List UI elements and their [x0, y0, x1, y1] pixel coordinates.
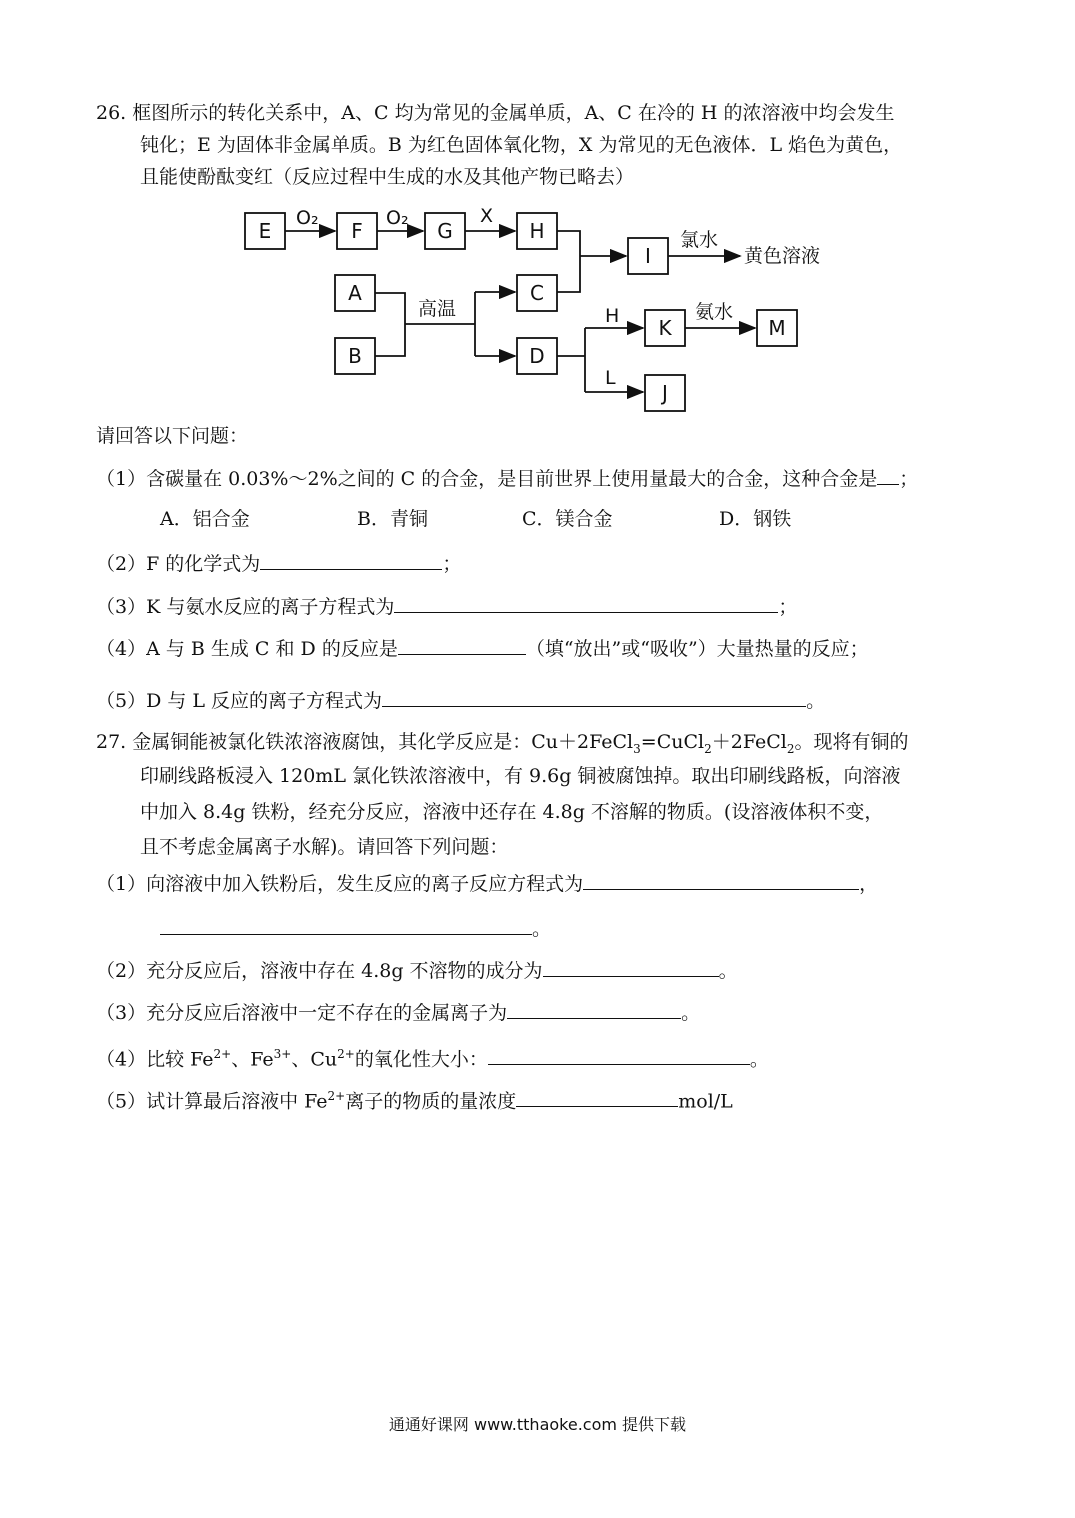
q27-part3-end: 。 [681, 1002, 701, 1024]
q27-part1-end: 。 [532, 918, 552, 940]
label-i: I [645, 244, 651, 268]
q27-part1-text: （1）向溶液中加入铁粉后，发生反应的离子反应方程式为 [96, 873, 584, 895]
q27-part3 [96, 998, 700, 1026]
q27-part4c: 、Cu [291, 1048, 338, 1071]
q26-part5-text: （5）D 与 L 反应的离子方程式为 [96, 690, 383, 712]
label-j: J [662, 381, 668, 405]
q27-part4-end: 。 [749, 1048, 769, 1071]
sup-fe2b: 2+ [327, 1089, 346, 1103]
q26-part3 [96, 592, 797, 620]
sup-cu2: 2+ [337, 1047, 355, 1061]
q26-part1-end: ； [899, 468, 919, 490]
q27-part1-blank-a[interactable] [583, 869, 859, 890]
q27-part5a: （5）试计算最后溶液中 Fe [96, 1090, 328, 1113]
q26-part1 [96, 464, 918, 492]
edge-l: L [605, 367, 616, 389]
q26-part1-blank[interactable] [877, 464, 899, 485]
edge-high-temp: 高温 [418, 298, 457, 320]
q26-part2-blank[interactable] [260, 549, 442, 570]
sub-2: 2 [704, 741, 712, 756]
q26-stem-line1: 框图所示的转化关系中，A、C 均为常见的金属单质，A、C 在冷的 H 的浓溶液中均会发生 [132, 102, 895, 124]
q26-part3-text: （3）K 与氨水反应的离子方程式为 [96, 596, 395, 618]
q26-part5-blank[interactable] [382, 686, 806, 707]
q27-stem-line1b: =CuCl [640, 731, 705, 753]
q27-line1 [96, 729, 908, 762]
edge-x: X [480, 205, 494, 227]
label-k: K [658, 316, 672, 340]
q27-stem-line3: 中加入 8.4g 铁粉，经充分反应，溶液中还存在 4.8g 不溶解的物质。(设溶液体积不变， [140, 801, 884, 823]
q26-part2 [96, 549, 461, 577]
edge-ammonia: 氨水 [695, 301, 734, 323]
q27-number: 27. [96, 731, 127, 753]
q27-part3-text: （3）充分反应后溶液中一定不存在的金属离子为 [96, 1002, 508, 1024]
label-d: D [529, 344, 545, 368]
q26-part4-end: （填“放出”或“吸收”）大量热量的反应； [525, 638, 869, 660]
option-b[interactable]: B．青铜 [357, 508, 428, 530]
option-a[interactable]: A．铝合金 [160, 508, 250, 530]
q26-line1 [96, 100, 895, 126]
sub-2b: 2 [786, 741, 795, 756]
q27-part2-blank[interactable] [543, 956, 719, 977]
q27-part1-blank-b[interactable] [160, 914, 532, 935]
q27-part4 [96, 1041, 769, 1072]
q27-part1-mid: ， [859, 873, 879, 895]
q26-part3-end: ； [778, 596, 798, 618]
edge-o2-b: O₂ [386, 207, 409, 229]
q26-part2-text: （2）F 的化学式为 [96, 553, 261, 575]
option-d[interactable]: D．钢铁 [719, 508, 792, 530]
label-a: A [348, 281, 362, 305]
q27-part4b: 、Fe [231, 1048, 274, 1071]
label-e: E [258, 219, 272, 243]
q27-stem-line4: 且不考虑金属离子水解)。请回答下列问题： [140, 836, 509, 858]
q27-part2-text: （2）充分反应后，溶液中存在 4.8g 不溶物的成分为 [96, 960, 543, 982]
q27-part5-end: mol/L [678, 1090, 733, 1113]
sub-3: 3 [633, 741, 641, 756]
q26-stem-line2: 钝化；E 为固体非金属单质。B 为红色固体氧化物，X 为常见的无色液体．L 焰色为黄色， [140, 134, 903, 156]
q27-part1 [96, 869, 878, 897]
q26-prompt: 请回答以下问题： [96, 425, 249, 447]
q26-part4 [96, 634, 869, 662]
q26-options [160, 506, 791, 532]
q26-part1-text: （1）含碳量在 0.03%～2%之间的 C 的合金，是目前世界上使用量最大的合金，这种合金是 [96, 468, 878, 490]
page-footer: 通通好课网 www.tthaoke.com 提供下载 [388, 1415, 687, 1434]
q27-part4d: 的氧化性大小： [354, 1048, 488, 1071]
edge-yellow-solution: 黄色溶液 [744, 245, 821, 267]
sup-fe3: 3+ [273, 1047, 292, 1061]
label-c: C [530, 281, 544, 305]
q27-stem-line1d: 。现将有铜的 [794, 731, 909, 753]
edge-o2-a: O₂ [296, 207, 319, 229]
q27-part4-blank[interactable] [488, 1044, 750, 1065]
q27-part5 [96, 1083, 733, 1114]
q27-part3-blank[interactable] [507, 998, 681, 1019]
edge-h: H [605, 305, 620, 327]
q27-stem-line2: 印刷线路板浸入 120mL 氯化铁浓溶液中，有 9.6g 铜被腐蚀掉。取出印刷线路板，向溶液 [140, 765, 901, 787]
q27-part2 [96, 956, 738, 984]
label-b: B [348, 344, 362, 368]
q27-part5-blank[interactable] [516, 1086, 678, 1107]
q27-stem-line1a: 金属铜能被氯化铁浓溶液腐蚀，其化学反应是：Cu＋2FeCl [132, 731, 634, 753]
label-m: M [768, 316, 786, 340]
q27-part2-end: 。 [718, 960, 738, 982]
q26-part2-end: ； [442, 553, 462, 575]
q26-part5-end: 。 [806, 690, 826, 712]
q26-stem-line3: 且能使酚酞变红（反应过程中生成的水及其他产物已略去） [140, 166, 635, 188]
q26-part4-blank[interactable] [398, 634, 526, 655]
sup-fe2: 2+ [213, 1047, 232, 1061]
q26-number: 26. [96, 102, 127, 124]
edge-chlorine-water: 氯水 [680, 229, 719, 251]
option-c[interactable]: C．镁合金 [522, 508, 613, 530]
reaction-flow-diagram [240, 200, 840, 420]
q27-part5b: 离子的物质的量浓度 [345, 1090, 517, 1113]
q27-stem-line1c: ＋2FeCl [711, 731, 787, 753]
q26-part4-text: （4）A 与 B 生成 C 和 D 的反应是 [96, 638, 398, 660]
label-g: G [437, 219, 453, 243]
q27-part4a: （4）比较 Fe [96, 1048, 214, 1071]
label-h: H [529, 219, 545, 243]
label-f: F [351, 219, 363, 243]
q27-part1-cont [160, 914, 551, 942]
q26-part3-blank[interactable] [394, 592, 778, 613]
q26-part5 [96, 686, 825, 714]
